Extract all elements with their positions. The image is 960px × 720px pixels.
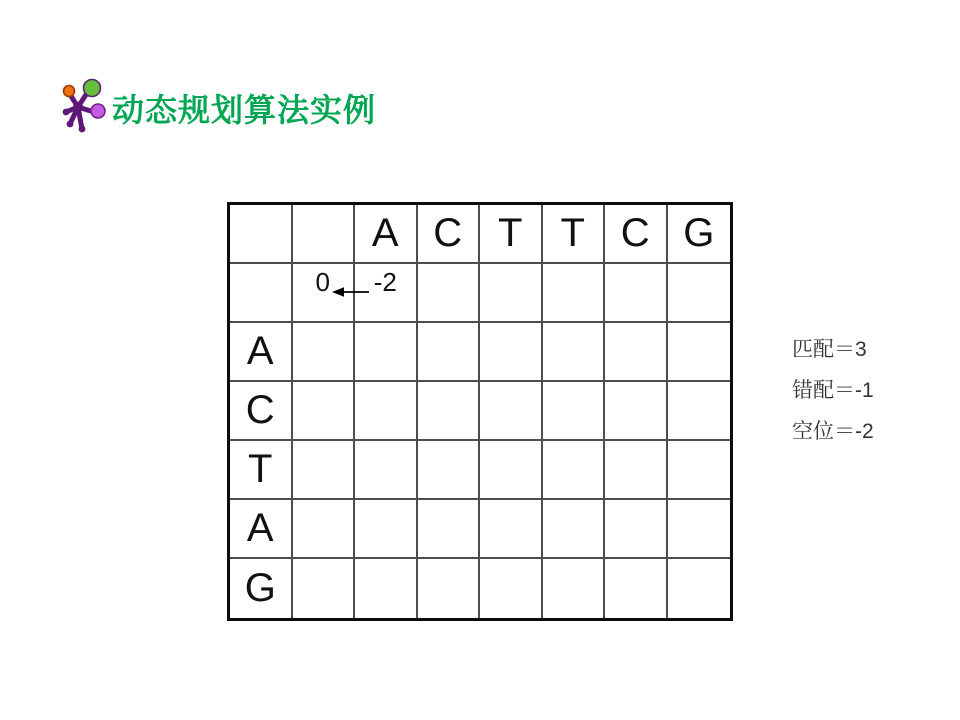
- top-sequence-letter: A: [355, 205, 418, 264]
- matrix-empty-cell: [230, 264, 293, 323]
- matrix-empty-cell: [668, 264, 731, 323]
- top-sequence-letter: G: [668, 205, 731, 264]
- legend-line-match: 匹配＝3: [792, 338, 867, 361]
- matrix-empty-cell: [605, 441, 668, 500]
- top-sequence-letter: C: [605, 205, 668, 264]
- left-sequence-letter: T: [230, 441, 293, 500]
- matrix-empty-cell: [418, 559, 481, 618]
- matrix-empty-cell: [355, 559, 418, 618]
- left-sequence-letter: G: [230, 559, 293, 618]
- matrix-empty-cell: [293, 205, 356, 264]
- matrix-empty-cell: [543, 500, 606, 559]
- matrix-empty-cell: [480, 264, 543, 323]
- matrix-empty-cell: [480, 323, 543, 382]
- matrix-empty-cell: [418, 264, 481, 323]
- matrix-empty-cell: [543, 441, 606, 500]
- scoring-legend: [792, 329, 874, 452]
- asterisk-bullet-icon: [57, 74, 109, 136]
- top-sequence-letter: C: [418, 205, 481, 264]
- matrix-value-cell: -2: [355, 264, 418, 323]
- left-sequence-letter: A: [230, 323, 293, 382]
- left-sequence-letter: A: [230, 500, 293, 559]
- matrix-empty-cell: [543, 382, 606, 441]
- matrix-empty-cell: [230, 205, 293, 264]
- matrix-empty-cell: [543, 264, 606, 323]
- matrix-value-cell: 0: [293, 264, 356, 323]
- matrix-empty-cell: [668, 441, 731, 500]
- matrix-empty-cell: [668, 382, 731, 441]
- slide-title: 动态规划算法实例: [112, 92, 377, 128]
- matrix-empty-cell: [418, 323, 481, 382]
- top-sequence-letter: T: [543, 205, 606, 264]
- matrix-empty-cell: [293, 441, 356, 500]
- legend-line-gap: 空位＝-2: [792, 420, 874, 443]
- matrix-empty-cell: [418, 500, 481, 559]
- matrix-empty-cell: [605, 500, 668, 559]
- matrix-empty-cell: [605, 264, 668, 323]
- dp-matrix-table: [227, 202, 733, 621]
- matrix-empty-cell: [543, 323, 606, 382]
- matrix-empty-cell: [480, 500, 543, 559]
- matrix-empty-cell: [293, 382, 356, 441]
- matrix-empty-cell: [543, 559, 606, 618]
- top-sequence-letter: T: [480, 205, 543, 264]
- matrix-empty-cell: [668, 559, 731, 618]
- matrix-empty-cell: [480, 441, 543, 500]
- matrix-empty-cell: [355, 382, 418, 441]
- matrix-empty-cell: [480, 559, 543, 618]
- matrix-empty-cell: [605, 382, 668, 441]
- matrix-empty-cell: [355, 500, 418, 559]
- matrix-empty-cell: [293, 323, 356, 382]
- matrix-empty-cell: [480, 382, 543, 441]
- matrix-empty-cell: [668, 500, 731, 559]
- matrix-empty-cell: [293, 500, 356, 559]
- matrix-empty-cell: [355, 323, 418, 382]
- matrix-empty-cell: [668, 323, 731, 382]
- matrix-empty-cell: [355, 441, 418, 500]
- matrix-empty-cell: [605, 323, 668, 382]
- matrix-empty-cell: [605, 559, 668, 618]
- matrix-empty-cell: [418, 382, 481, 441]
- matrix-empty-cell: [418, 441, 481, 500]
- legend-line-mismatch: 错配＝-1: [792, 379, 874, 402]
- left-sequence-letter: C: [230, 382, 293, 441]
- matrix-empty-cell: [293, 559, 356, 618]
